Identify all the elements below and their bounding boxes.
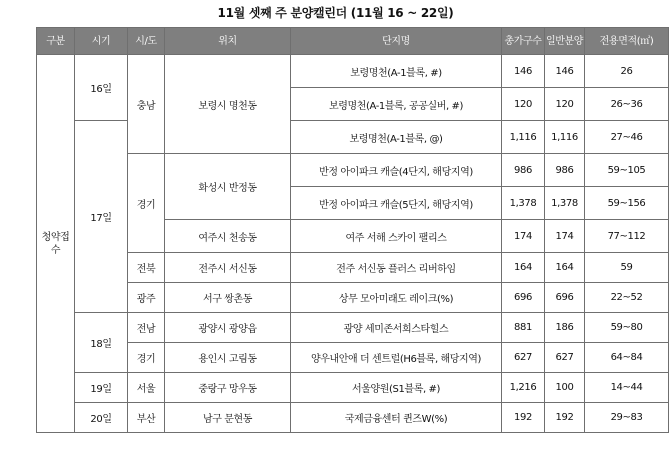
table-row: [37, 313, 669, 343]
total-units-cell: 120: [502, 88, 545, 121]
total-units-cell: 627: [502, 343, 545, 373]
area-cell: 14~44: [585, 373, 669, 403]
location-cell: 중랑구 망우동: [165, 373, 291, 403]
area-cell: 59~80: [585, 313, 669, 343]
general-units-cell: 186: [545, 313, 585, 343]
province-cell: 부산: [128, 403, 165, 433]
header-date: 시기: [75, 28, 128, 55]
total-units-cell: 146: [502, 55, 545, 88]
province-cell: 전북: [128, 253, 165, 283]
complex-cell: 상무 모아미래도 레이크(%): [291, 283, 502, 313]
header-location: 위치: [165, 28, 291, 55]
table-row: [37, 283, 669, 313]
province-cell: 충남: [128, 55, 165, 154]
location-cell: 광양시 광양읍: [165, 313, 291, 343]
table-row: [37, 253, 669, 283]
complex-cell: 전주 서신동 플러스 리버하임: [291, 253, 502, 283]
complex-cell: 보령명천(A-1블록, #): [291, 55, 502, 88]
general-units-cell: 1,378: [545, 187, 585, 220]
location-cell: 용인시 고림동: [165, 343, 291, 373]
general-units-cell: 120: [545, 88, 585, 121]
general-units-cell: 192: [545, 403, 585, 433]
total-units-cell: 1,378: [502, 187, 545, 220]
total-units-cell: 164: [502, 253, 545, 283]
table-row: [37, 55, 669, 88]
general-units-cell: 146: [545, 55, 585, 88]
general-units-cell: 174: [545, 220, 585, 253]
complex-cell: 양우내안애 더 센트럴(H6블록, 해당지역): [291, 343, 502, 373]
total-units-cell: 174: [502, 220, 545, 253]
general-units-cell: 164: [545, 253, 585, 283]
table-header-row: [37, 28, 669, 55]
province-cell: 경기: [128, 154, 165, 253]
table-row: [37, 343, 669, 373]
complex-cell: 보령명천(A-1블록, 공공실버, #): [291, 88, 502, 121]
complex-cell: 여주 서해 스카이 팰리스: [291, 220, 502, 253]
area-cell: 26~36: [585, 88, 669, 121]
location-cell: 전주시 서신동: [165, 253, 291, 283]
general-units-cell: 696: [545, 283, 585, 313]
complex-cell: 광양 세미존서희스타힐스: [291, 313, 502, 343]
table-row: [37, 373, 669, 403]
total-units-cell: 986: [502, 154, 545, 187]
complex-cell: 보령명천(A-1블록, @): [291, 121, 502, 154]
header-category: 구분: [37, 28, 75, 55]
total-units-cell: 1,216: [502, 373, 545, 403]
complex-cell: 반정 아이파크 캐슬(5단지, 해당지역): [291, 187, 502, 220]
date-cell: 17일: [75, 121, 128, 313]
date-cell: 18일: [75, 313, 128, 373]
general-units-cell: 627: [545, 343, 585, 373]
location-cell: 여주시 천송동: [165, 220, 291, 253]
complex-cell: 국제금융센터 퀸즈W(%): [291, 403, 502, 433]
table-row: [37, 403, 669, 433]
total-units-cell: 696: [502, 283, 545, 313]
date-cell: 19일: [75, 373, 128, 403]
area-cell: 59~105: [585, 154, 669, 187]
category-cell: 청약접수: [37, 55, 75, 433]
area-cell: 22~52: [585, 283, 669, 313]
general-units-cell: 986: [545, 154, 585, 187]
area-cell: 26: [585, 55, 669, 88]
area-cell: 77~112: [585, 220, 669, 253]
complex-cell: 서울양원(S1블록, #): [291, 373, 502, 403]
province-cell: 전남: [128, 313, 165, 343]
header-total-units: 총가구수: [502, 28, 545, 55]
location-cell: 보령시 명천동: [165, 55, 291, 154]
province-cell: 경기: [128, 343, 165, 373]
province-cell: 서울: [128, 373, 165, 403]
location-cell: 남구 문현동: [165, 403, 291, 433]
complex-cell: 반정 아이파크 캐슬(4단지, 해당지역): [291, 154, 502, 187]
area-cell: 27~46: [585, 121, 669, 154]
subscription-calendar-table: [36, 27, 669, 433]
page-title: 11월 셋째 주 분양캘린더 (11월 16 ~ 22일): [217, 6, 454, 20]
table-row: [37, 154, 669, 187]
header-province: 시/도: [128, 28, 165, 55]
header-general-units: 일반분양: [545, 28, 585, 55]
total-units-cell: 881: [502, 313, 545, 343]
general-units-cell: 100: [545, 373, 585, 403]
general-units-cell: 1,116: [545, 121, 585, 154]
total-units-cell: 192: [502, 403, 545, 433]
location-cell: 화성시 반정동: [165, 154, 291, 220]
area-cell: 59: [585, 253, 669, 283]
date-cell: 20일: [75, 403, 128, 433]
total-units-cell: 1,116: [502, 121, 545, 154]
area-cell: 64~84: [585, 343, 669, 373]
area-cell: 59~156: [585, 187, 669, 220]
area-cell: 29~83: [585, 403, 669, 433]
location-cell: 서구 쌍촌동: [165, 283, 291, 313]
province-cell: 광주: [128, 283, 165, 313]
header-area: 전용면적(㎡): [585, 28, 669, 55]
date-cell: 16일: [75, 55, 128, 121]
header-complex: 단지명: [291, 28, 502, 55]
